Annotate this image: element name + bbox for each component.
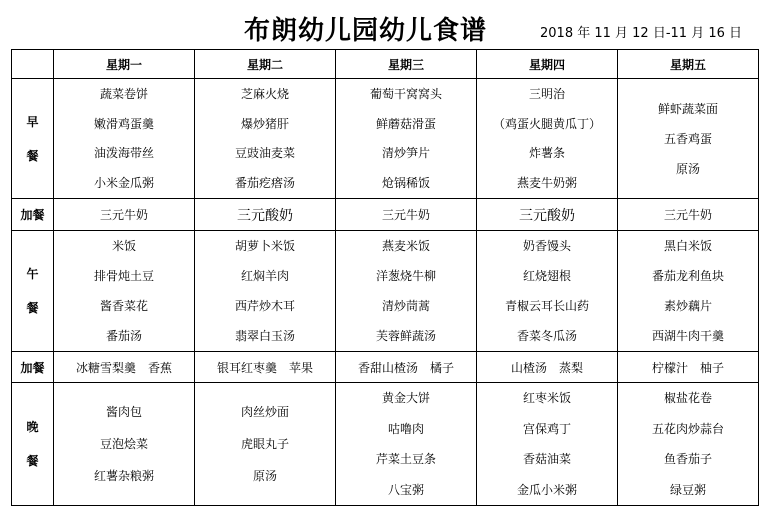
menu-cell: 银耳红枣羹 苹果 (195, 352, 336, 383)
dish-item: 芙蓉鲜蔬汤 (375, 329, 436, 343)
menu-cell (195, 231, 336, 352)
menu-cell (336, 79, 477, 199)
dish-item: 番茄汤 (105, 329, 142, 343)
dish-item: 黄金大饼 (381, 391, 430, 406)
menu-cell: 三元酸奶 (195, 199, 336, 231)
dish-item: 五花肉炒蒜台 (651, 421, 724, 436)
dish-item: 油泼海带丝 (93, 146, 154, 161)
dish-item: 黑白米饭 (663, 239, 712, 253)
dish-item: 番茄龙利鱼块 (651, 269, 724, 283)
dish-item: 嫩滑鸡蛋羹 (93, 116, 154, 131)
menu-cell (618, 231, 759, 352)
dish-item: 原汤 (252, 468, 277, 483)
dish-item: 金瓜小米粥 (516, 482, 577, 497)
dish-item: 虎眼丸子 (240, 436, 289, 451)
dish-item: 番茄疙瘩汤 (234, 176, 295, 191)
menu-cell (54, 383, 195, 506)
menu-cell (336, 231, 477, 352)
dish-item: 胡萝卜米饭 (234, 239, 295, 253)
menu-cell (54, 79, 195, 199)
dish-item: 三明治 (528, 86, 565, 101)
meal-label-char: 午 (26, 267, 39, 281)
dish-item: 五香鸡蛋 (663, 131, 712, 146)
breakfast-label (12, 79, 54, 199)
menu-cell: 三元牛奶 (54, 199, 195, 231)
dish-item: 红烧翅根 (522, 269, 571, 283)
menu-table (11, 49, 759, 506)
dish-item: 排骨炖土豆 (93, 269, 154, 283)
lunch-row (12, 231, 759, 352)
dish-item: 香菜冬瓜汤 (516, 329, 577, 343)
day-header: 星期四 (477, 50, 618, 79)
menu-cell (477, 231, 618, 352)
meal-label-char: 晚 (26, 420, 39, 434)
lunch-label (12, 231, 54, 352)
dish-item: 西芹炒木耳 (234, 299, 295, 313)
menu-cell: 三元牛奶 (336, 199, 477, 231)
dish-item: 酱肉包 (105, 405, 142, 420)
meal-label-char: 餐 (26, 454, 39, 468)
dish-item: 爆炒猪肝 (240, 116, 289, 131)
menu-cell: 冰糖雪梨羹 香蕉 (54, 352, 195, 383)
menu-cell (195, 79, 336, 199)
menu-cell: 柠檬汁 柚子 (618, 352, 759, 383)
dish-item: 芹菜土豆条 (375, 452, 436, 467)
menu-cell: 三元牛奶 (618, 199, 759, 231)
menu-cell (54, 231, 195, 352)
dish-item: 燕麦米饭 (381, 239, 430, 253)
dish-item: 香菇油菜 (522, 452, 571, 467)
corner-cell (12, 50, 54, 79)
dish-item: 葡萄干窝窝头 (369, 86, 442, 101)
dish-item: 豆豉油麦菜 (234, 146, 295, 161)
dish-item: （鸡蛋火腿黄瓜丁） (492, 116, 601, 131)
menu-cell (336, 383, 477, 506)
breakfast-row (12, 79, 759, 199)
dish-item: 清炒笋片 (381, 146, 430, 161)
dish-item: 红枣米饭 (522, 391, 571, 406)
dish-item: 西湖牛肉干羹 (651, 329, 724, 343)
day-header: 星期二 (195, 50, 336, 79)
menu-cell: 山楂汤 蒸梨 (477, 352, 618, 383)
menu-cell: 香甜山楂汤 橘子 (336, 352, 477, 383)
dish-item: 肉丝炒面 (240, 405, 289, 420)
dish-item: 炸薯条 (528, 146, 565, 161)
meal-label-char: 早 (26, 114, 39, 129)
day-header: 星期五 (618, 50, 759, 79)
dish-item: 洋葱烧牛柳 (375, 269, 436, 283)
date-range: 2018 年 11 月 12 日-11 月 16 日 (540, 26, 743, 41)
dish-item: 奶香馒头 (522, 239, 571, 253)
snack-am-label: 加餐 (12, 199, 54, 231)
dish-item: 素炒藕片 (663, 299, 712, 313)
dish-item: 咕噜肉 (387, 421, 424, 436)
menu-cell (618, 383, 759, 506)
menu-cell (618, 79, 759, 199)
dish-item: 豆泡烩菜 (99, 436, 148, 451)
dish-item: 清炒茼蒿 (381, 299, 430, 313)
page-title: 布朗幼儿园幼儿食谱 (244, 16, 488, 46)
dish-item: 米饭 (111, 239, 136, 253)
menu-cell (477, 79, 618, 199)
dish-item: 燕麦牛奶粥 (516, 176, 577, 191)
dish-item: 绿豆粥 (669, 482, 706, 497)
dish-item: 红焖羊肉 (240, 269, 289, 283)
dish-item: 小米金瓜粥 (93, 176, 154, 191)
dish-item: 鲜蘑菇滑蛋 (375, 116, 436, 131)
dish-item: 芝麻火烧 (240, 86, 289, 101)
snack-am-row (12, 199, 759, 231)
dinner-row (12, 383, 759, 506)
snack-pm-label: 加餐 (12, 352, 54, 383)
day-header: 星期三 (336, 50, 477, 79)
dish-item: 鱼香茄子 (663, 452, 712, 467)
header-row (12, 50, 759, 79)
meal-label-char: 餐 (26, 148, 39, 163)
menu-cell (477, 383, 618, 506)
dish-item: 酱香菜花 (99, 299, 148, 313)
meal-label-char: 餐 (26, 301, 39, 315)
dish-item: 椒盐花卷 (663, 391, 712, 406)
dinner-label (12, 383, 54, 506)
dish-item: 原汤 (675, 161, 700, 176)
dish-item: 鲜虾蔬菜面 (657, 101, 718, 116)
dish-item: 红薯杂粮粥 (93, 468, 154, 483)
dish-item: 蔬菜卷饼 (99, 86, 148, 101)
dish-item: 八宝粥 (387, 482, 424, 497)
snack-pm-row (12, 352, 759, 383)
menu-cell: 三元酸奶 (477, 199, 618, 231)
day-header: 星期一 (54, 50, 195, 79)
menu-cell (195, 383, 336, 506)
dish-item: 青椒云耳长山药 (504, 299, 589, 313)
dish-item: 宫保鸡丁 (522, 421, 571, 436)
dish-item: 炝锅稀饭 (381, 176, 430, 191)
dish-item: 翡翠白玉汤 (234, 329, 295, 343)
